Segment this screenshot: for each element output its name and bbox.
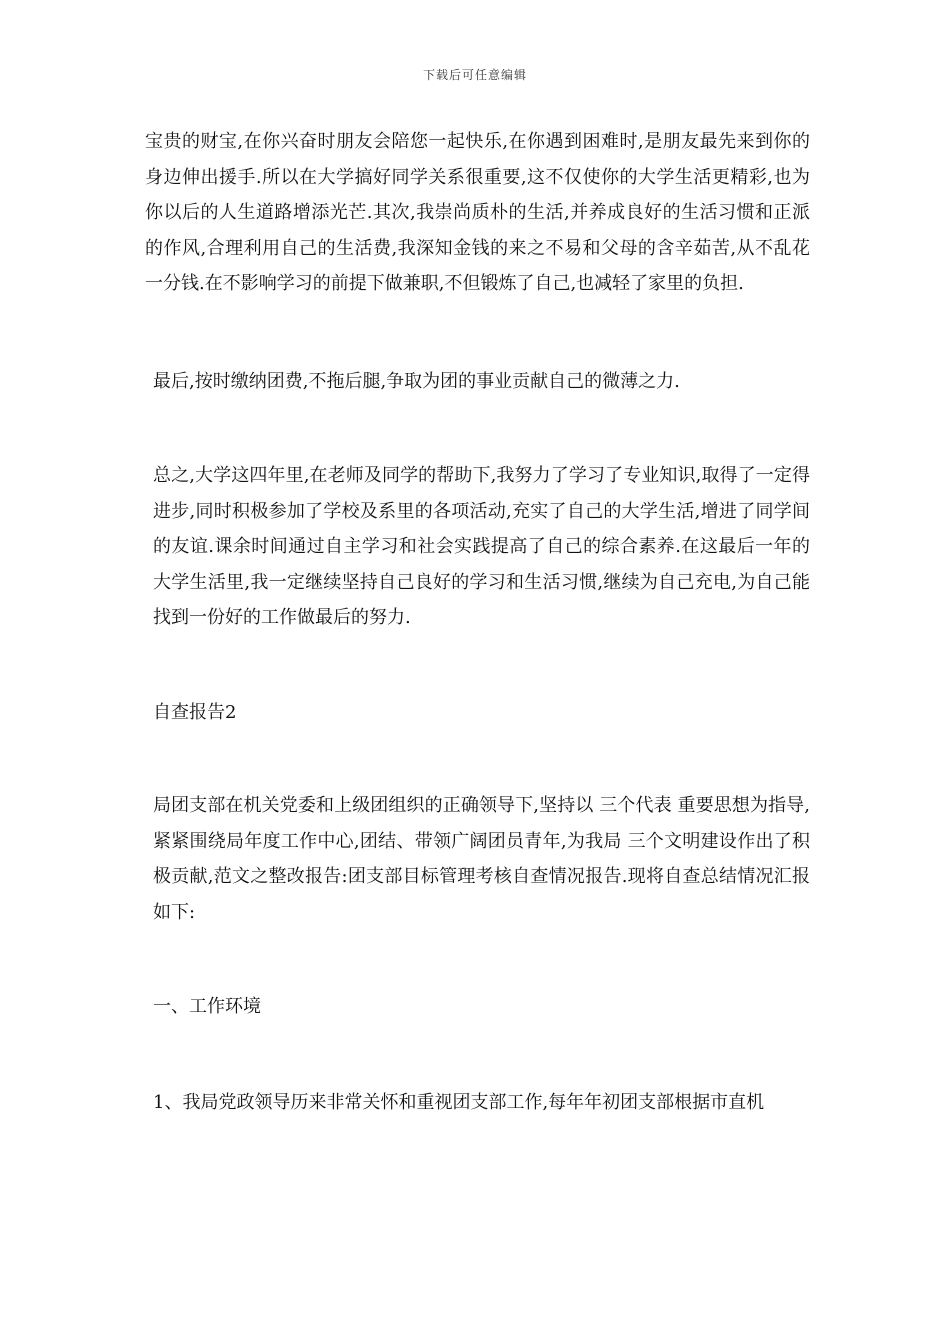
document-body (145, 124, 810, 1120)
paragraph-item-1: 1、我局党政领导历来非常关怀和重视团支部工作,每年年初团支部根据市直机 (153, 1091, 765, 1113)
paragraph-summary: 总之,大学这四年里,在老师及同学的帮助下,我努力了学习了专业知识,取得了一定得进步,同时积极参加了学校及系里的各项活动,充实了自己的大学生活,增进了同学间的友谊.课余时间通过自主学习和社会实践提高了自己的综合素养.在这最后一年的大学生活里,我一定继续坚持自己良好的学习和生活习惯,继续为自己充电,为自己能找到一份好的工作做最后的努力. (153, 465, 810, 628)
section-title-report-2: 自查报告2 (153, 701, 237, 723)
paragraph-league-fees: 最后,按时缴纳团费,不拖后腿,争取为团的事业贡献自己的微薄之力. (153, 370, 680, 392)
page-header: 下载后可任意编辑 (422, 68, 527, 82)
section-heading-work-environment: 一、工作环境 (153, 996, 261, 1017)
paragraph-friendship-life: 宝贵的财宝,在你兴奋时朋友会陪您一起快乐,在你遇到困难时,是朋友最先来到你的身边伸出援手.所以在大学搞好同学关系很重要,这不仅使你的大学生活更精彩,也为你以后的人生道路增添光芒.其次,我崇尚质朴的生活,并养成良好的生活习惯和正派的作风,合理利用自己的生活费,我深知金钱的来之不易和父母的含辛茹苦,从不乱花一分钱.在不影响学习的前提下做兼职,不但锻炼了自己,也减轻了家里的负担. (145, 131, 810, 294)
paragraph-report-intro: 局团支部在机关党委和上级团组织的正确领导下,坚持以 三个代表 重要思想为指导,紧紧围绕局年度工作中心,团结、带领广阔团员青年,为我局 三个文明建设作出了积极贡献,范文之整改报告:团支部目标管理考核自查情况报告.现将自查总结情况汇报如下: (153, 795, 810, 923)
